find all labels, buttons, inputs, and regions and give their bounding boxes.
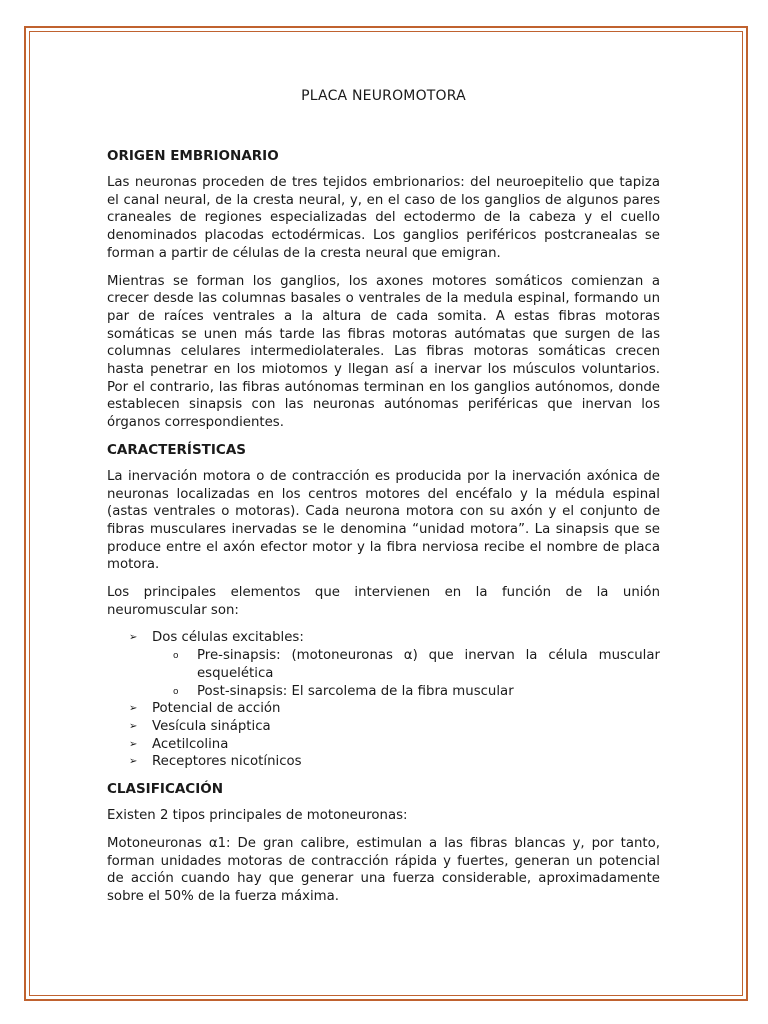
list-item-label: Acetilcolina — [152, 736, 229, 752]
list-item-label: Receptores nicotínicos — [152, 754, 302, 770]
sub-list — [152, 647, 660, 700]
arrow-icon: ➢ — [129, 738, 138, 750]
elements-list — [107, 629, 660, 771]
arrow-icon: ➢ — [129, 632, 138, 644]
sub-list-item-label: Post-sinapsis: El sarcolema de la fibra muscular — [197, 683, 514, 699]
paragraph: Los principales elementos que intervienen en la función de la unión neuromuscular son: — [107, 585, 660, 618]
list-item-label: Potencial de acción — [152, 701, 281, 717]
section-heading-origen: ORIGEN EMBRIONARIO — [107, 148, 279, 164]
section-heading-caracteristicas: CARACTERÍSTICAS — [107, 441, 246, 458]
document-body — [107, 88, 660, 916]
circle-icon: o — [173, 686, 179, 697]
paragraph: Mientras se forman los ganglios, los axones motores somáticos comienzan a crecer desde las columnas basales o ventrales de la medula espinal, formando un par de raíces ventrales a la altura de cada somita. A estas fibras motoras somáticas se unen más tarde las fibras motoras autómatas que surgen de las columnas celulares intermediolaterales. Las fibras motoras somáticas crecen hasta penetrar en los miotomos y llegan así a inervar los músculos voluntarios. Por el contrario, las fibras autónomas terminan en los ganglios autónomos, donde establecen sinapsis con las neuronas autónomas periféricas que inervan los órganos correspondientes. — [107, 273, 660, 431]
list-item — [107, 753, 660, 771]
paragraph: Existen 2 tipos principales de motoneuronas: — [107, 808, 408, 824]
sub-list-item-label: Pre-sinapsis: (motoneuronas α) que inervan la célula muscular esquelética — [197, 648, 660, 681]
list-item — [107, 700, 660, 718]
list-item — [107, 629, 660, 700]
list-item-label: Dos células excitables: — [152, 630, 304, 646]
arrow-icon: ➢ — [129, 720, 138, 732]
paragraph: Motoneuronas α1: De gran calibre, estimulan a las fibras blancas y, por tanto, forman unidades motoras de contracción rápida y fuertes, generan un potencial de acción cuando hay que generar una fuerza considerable, aproximadamente sobre el 50% de la fuerza máxima. — [107, 835, 660, 904]
document-title: PLACA NEUROMOTORA — [301, 88, 466, 104]
paragraph: La inervación motora o de contracción es producida por la inervación axónica de neuronas localizadas en los centros motores del encéfalo y la médula espinal (astas ventrales o motoras). Cada neurona motora con su axón y el conjunto de fibras musculares inervadas se le denomina “unidad motora”. La sinapsis que se produce entre el axón efector motor y la fibra nerviosa recibe el nombre de placa motora. — [107, 468, 660, 573]
paragraph: Las neuronas proceden de tres tejidos embrionarios: del neuroepitelio que tapiza el canal neural, de la cresta neural, y, en el caso de los ganglios de algunos pares craneales de regiones especializadas del ectodermo de la cabeza y el cuello denominados placodas ectodérmicas. Los ganglios periféricos postcranealas se forman a partir de células de la cresta neural que emigran. — [107, 175, 660, 261]
sub-list-item — [152, 647, 660, 682]
list-item — [107, 736, 660, 754]
section-heading-clasificacion: CLASIFICACIÓN — [107, 781, 224, 798]
list-item — [107, 718, 660, 736]
arrow-icon: ➢ — [129, 703, 138, 715]
sub-list-item — [152, 683, 660, 701]
list-item-label: Vesícula sináptica — [152, 718, 271, 734]
arrow-icon: ➢ — [129, 756, 138, 768]
circle-icon: o — [173, 651, 179, 662]
